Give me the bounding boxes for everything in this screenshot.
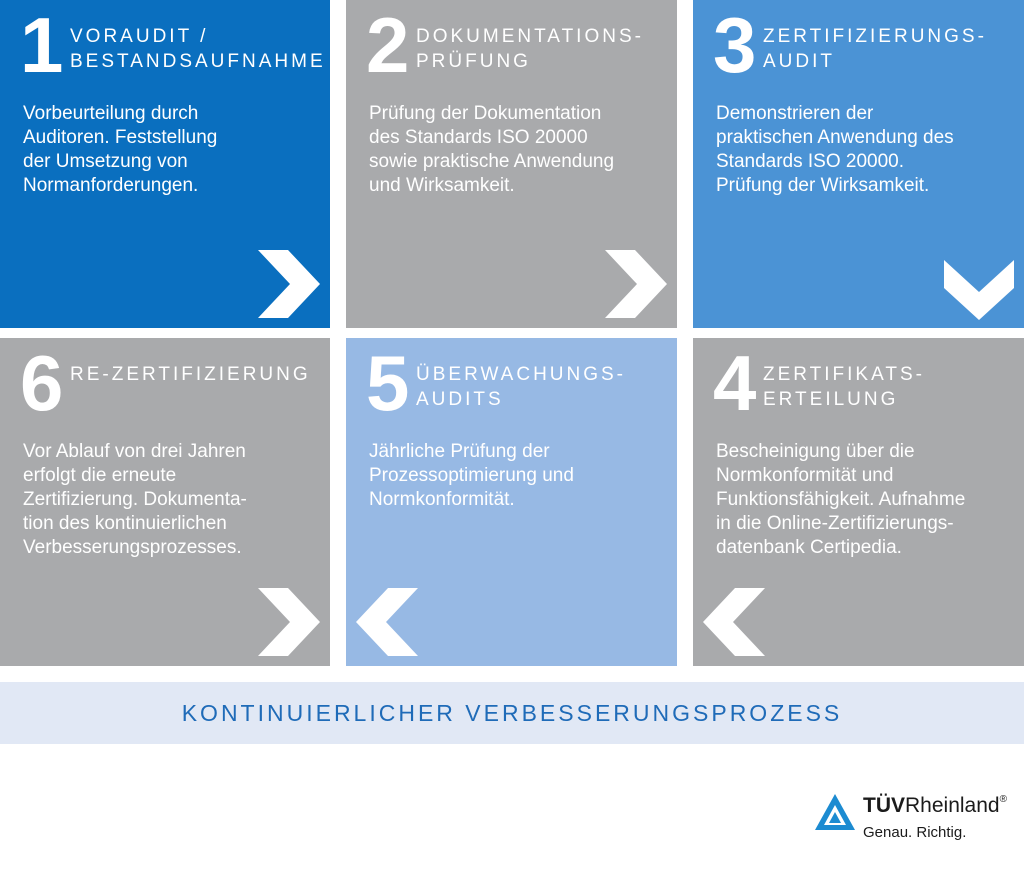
step-title: ZERTIFIZIERUNGS- AUDIT	[763, 26, 987, 72]
logo-tagline: Genau. Richtig.	[863, 824, 967, 841]
step-4-tile	[693, 338, 1024, 666]
step-number: 5	[366, 339, 410, 427]
step-description: Bescheinigung über die Normkonformität und Funktionsfähigkeit. Aufnahme in die Online-Zertifizierungs- datenbank Certipedia.	[716, 441, 966, 558]
step-number: 1	[20, 1, 64, 89]
step-6-tile	[0, 338, 330, 666]
step-number: 3	[713, 1, 757, 89]
step-description: Prüfung der Dokumentation des Standards ISO 20000 sowie praktische Anwendung und Wirksamkeit.	[369, 103, 615, 196]
step-title: VORAUDIT / BESTANDSAUFNAHME	[70, 26, 326, 72]
process-band-label: KONTINUIERLICHER VERBESSERUNGSPROZESS	[181, 699, 843, 726]
step-title: ZERTIFIKATS- ERTEILUNG	[763, 364, 925, 410]
chevron-left-icon	[356, 588, 418, 656]
step-2-tile	[346, 0, 677, 328]
registered-mark: ®	[999, 794, 1007, 805]
step-title: ÜBERWACHUNGS- AUDITS	[416, 364, 627, 410]
logo-wordmark	[863, 794, 1007, 818]
chevron-right-icon	[605, 250, 667, 318]
step-number: 6	[20, 339, 64, 427]
step-1-tile	[0, 0, 330, 328]
step-3-tile	[693, 0, 1024, 328]
process-band	[0, 682, 1024, 744]
tuv-logo	[815, 790, 1015, 850]
tuv-triangle-icon	[815, 794, 855, 830]
logo-name-rest: Rheinland	[905, 794, 1000, 817]
step-5-tile	[346, 338, 677, 666]
chevron-right-icon	[258, 588, 320, 656]
logo-name-bold: TÜV	[863, 794, 905, 817]
chevron-left-icon	[703, 588, 765, 656]
step-title: DOKUMENTATIONS- PRÜFUNG	[416, 26, 644, 72]
step-title: RE-ZERTIFIZIERUNG	[70, 364, 311, 385]
step-number: 4	[713, 339, 757, 427]
chevron-right-icon	[258, 250, 320, 318]
step-description: Vorbeurteilung durch Auditoren. Feststellung der Umsetzung von Normanforderungen.	[23, 103, 218, 196]
chevron-down-icon	[944, 260, 1014, 320]
step-description: Jährliche Prüfung der Prozessoptimierung und Normkonformität.	[369, 441, 574, 510]
step-number: 2	[366, 1, 410, 89]
step-description: Vor Ablauf von drei Jahren erfolgt die erneute Zertifizierung. Dokumenta- tion des kontinuierlichen Verbesserungsprozesses.	[23, 441, 247, 558]
step-description: Demonstrieren der praktischen Anwendung des Standards ISO 20000. Prüfung der Wirksamkeit.	[716, 103, 954, 196]
